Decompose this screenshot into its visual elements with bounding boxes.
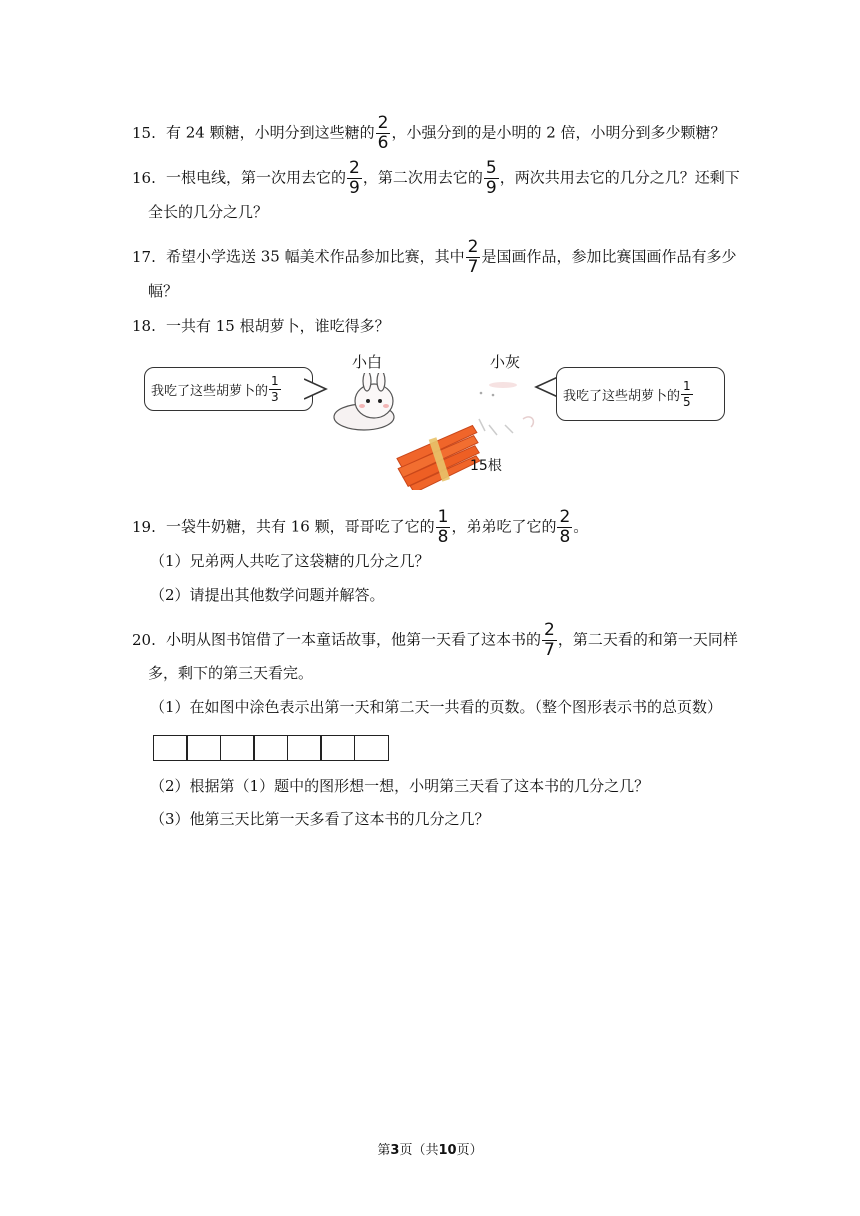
- question-text: 一袋牛奶糖，共有 16 颗，哥哥吃了它的: [166, 517, 435, 536]
- question-text: ，小强分到的是小明的 2 倍，小明分到多少颗糖？: [391, 123, 726, 142]
- fraction: $\frac{2}{7}$: [467, 237, 479, 277]
- shading-grid[interactable]: [154, 735, 389, 761]
- name-xiaohui: 小灰: [490, 353, 521, 371]
- name-xiaobai: 小白: [352, 353, 383, 371]
- question-number: 15.: [132, 123, 156, 142]
- carrot-count-label: 15根: [470, 458, 502, 474]
- question-number: 18.: [132, 317, 156, 335]
- current-page: 3: [390, 1143, 400, 1158]
- grid-cell[interactable]: [186, 735, 221, 761]
- question-20-sub1: （1）在如图中涂色表示出第一天和第二天一共看的页数。（整个图形表示书的总页数）: [150, 698, 723, 716]
- question-text: ，第二天看的和第一天同样: [557, 630, 738, 649]
- carrot-illustration: [140, 345, 730, 490]
- question-20-sub2: （2）根据第（1）题中的图形想一想，小明第三天看了这本书的几分之几？: [150, 777, 650, 795]
- grid-cell[interactable]: [287, 735, 322, 761]
- grid-cell[interactable]: [253, 735, 288, 761]
- fraction: $\frac{1}{8}$: [437, 507, 449, 547]
- question-text: 。: [573, 517, 589, 536]
- question-text: ，两次共用去它的几分之几？还剩下: [499, 168, 740, 187]
- question-17-cont: 幅？: [148, 282, 179, 300]
- question-text: ，第二次用去它的: [362, 168, 483, 187]
- question-number: 16.: [132, 168, 156, 187]
- fraction: $\frac{2}{8}$: [559, 507, 571, 547]
- question-number: 17.: [132, 247, 156, 266]
- page-footer: 第3页（共10页）: [377, 1143, 483, 1158]
- grid-cell[interactable]: [354, 735, 389, 761]
- question-16-cont: 全长的几分之几？: [148, 203, 269, 221]
- question-text: 希望小学选送 35 幅美术作品参加比赛，其中: [166, 247, 465, 266]
- question-15: [132, 115, 726, 152]
- total-pages: 10: [438, 1143, 457, 1158]
- fraction: $\frac{2}{6}$: [377, 113, 389, 153]
- question-text: 一根电线，第一次用去它的: [166, 168, 347, 187]
- question-text: 有 24 颗糖，小明分到这些糖的: [166, 123, 375, 142]
- speech-bubble-right: 我吃了这些胡萝卜的 $\frac{1}{5}$: [556, 367, 725, 421]
- question-20-cont: 多，剩下的第三天看完。: [148, 664, 314, 682]
- fraction: $\frac{2}{7}$: [544, 620, 555, 660]
- question-18: [132, 316, 390, 336]
- question-number: 20.: [132, 630, 156, 649]
- question-19-sub1: （1）兄弟两人共吃了这袋糖的几分之几？: [150, 552, 430, 570]
- question-text: 一共有 15 根胡萝卜，谁吃得多？: [166, 317, 390, 335]
- question-16: [132, 160, 740, 197]
- question-text: 小明从图书馆借了一本童话故事，他第一天看了这本书的: [166, 630, 542, 649]
- speech-bubble-left: 我吃了这些胡萝卜的 $\frac{1}{3}$: [144, 367, 313, 411]
- question-text: ，弟弟吃了它的: [451, 517, 557, 536]
- question-17: [132, 239, 736, 276]
- question-text: 是国画作品，参加比赛国画作品有多少: [481, 247, 737, 266]
- fraction: $\frac{2}{9}$: [349, 158, 360, 198]
- question-19: [132, 509, 588, 546]
- question-20-sub3: （3）他第三天比第一天多看了这本书的几分之几？: [150, 810, 490, 828]
- grid-cell[interactable]: [220, 735, 255, 761]
- question-number: 19.: [132, 517, 156, 536]
- fraction: $\frac{5}{9}$: [485, 158, 497, 198]
- question-19-sub2: （2）请提出其他数学问题并解答。: [150, 586, 385, 604]
- grid-cell[interactable]: [153, 735, 188, 761]
- question-20: [132, 622, 738, 659]
- grid-cell[interactable]: [320, 735, 355, 761]
